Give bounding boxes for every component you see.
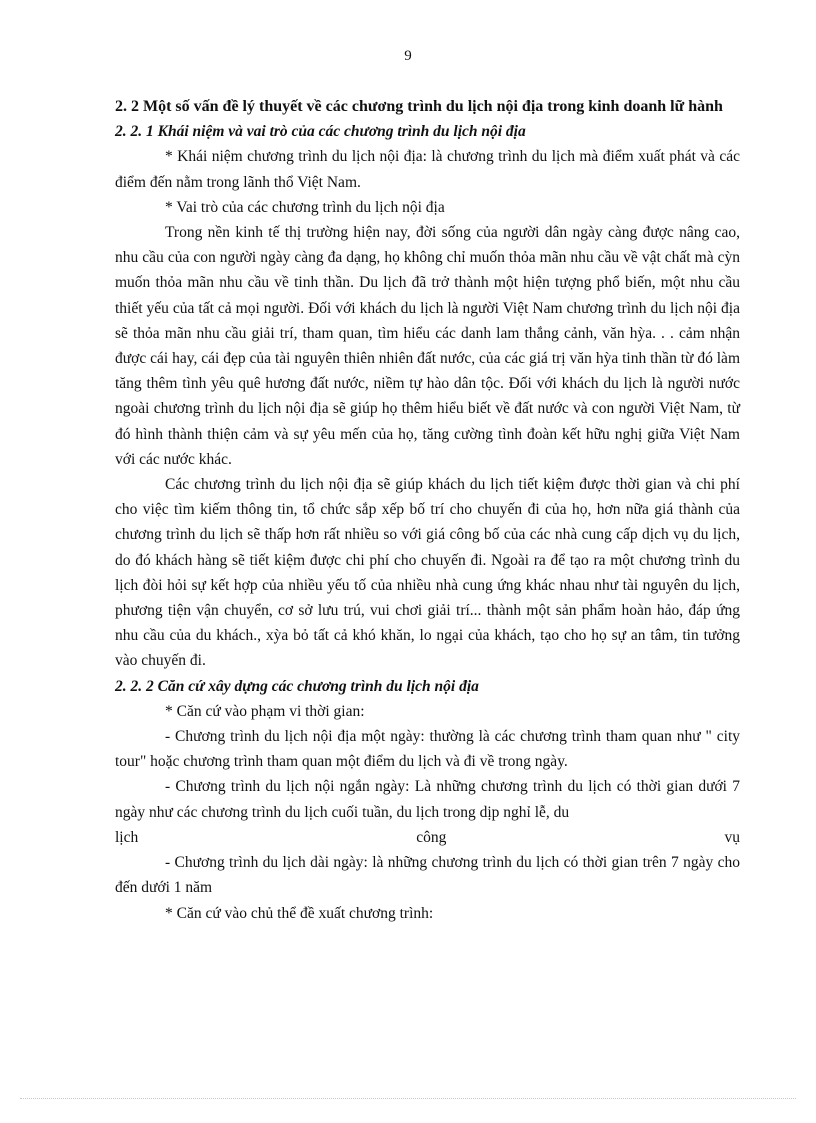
paragraph-time-scope: * Căn cứ vào phạm vi thời gian:: [165, 702, 365, 720]
page-bottom-divider: [20, 1098, 796, 1099]
page-number: 9: [404, 48, 412, 64]
paragraph-short-trip: - Chương trình du lịch nội ngắn ngày: Là những chương trình du lịch có thời gian dưới 7 ngày như các chương trình du lịch cuối tuần, du lịch trong dịp nghỉ lễ, du: [115, 778, 740, 821]
paragraph-role-heading: * Vai trò của các chương trình du lịch nội địa: [165, 198, 445, 216]
paragraph-role-body-2: Các chương trình du lịch nội địa sẽ giúp khách du lịch tiết kiệm được thời gian và chi phí cho việc tìm kiếm thông tin, tổ chức sắp xếp bố trí cho chuyến đi của họ, hơn nữa giá thành của chương trình du lịch sẽ thấp hơn rất nhiều so với giá công bố của các nhà cung cấp dịch vụ du lịch, do đó khách hàng sẽ tiết kiệm được chi phí cho chuyến đi. Ngoài ra để tạo ra một chương trình du lịch đòi hỏi sự kết hợp của nhiều yếu tố của nhiều nhà cung ứng khác nhau như tài nguyên du lịch, phương tiện vận chuyển, cơ sở lưu trú, vui chơi giải trí... thành một sản phẩm hoàn hảo, đáp ứng nhu cầu của du khách., xỳa bỏ tất cả khó khăn, lo ngại của khách, tạo cho họ sự an tâm, tin tưởng vào chuyến đi.: [115, 476, 740, 670]
paragraph-long-trip: - Chương trình du lịch dài ngày: là những chương trình du lịch có thời gian trên 7 ngày cho đến dưới 1 năm: [115, 854, 740, 897]
paragraph-role-body-1: Trong nền kinh tế thị trường hiện nay, đời sống của người dân ngày càng được nâng cao, nhu cầu của con người ngày càng đa dạng, họ không chỉ muốn thỏa mãn nhu cầu về vật chất mà cỳn muốn thỏa mãn nhu cầu về tinh thần. Du lịch đã trở thành một hiện tượng phổ biến, một nhu cầu thiết yếu của tất cả mọi người. Đối với khách du lịch là người Việt Nam chương trình du lịch nội địa sẽ thỏa mãn nhu cầu giải trí, tham quan, tìm hiểu các danh lam thắng cảnh, văn hỳa. . . cảm nhận được cái hay, cái đẹp của tài nguyên thiên nhiên đất nước, của các giá trị văn hỳa tinh thần từ đó làm tăng thêm tình yêu quê hương đất nước, niềm tự hào dân tộc. Đối với khách du lịch là người nước ngoài chương trình du lịch nội địa sẽ giúp họ thêm hiểu biết về đất nước và con người Việt Nam, từ đó hình thành thiện cảm và sự yêu mến của họ, tăng cường tình đoàn kết hữu nghị giữa Việt Nam với các nước khác.: [115, 224, 740, 468]
document-body: [115, 94, 740, 926]
subsection-heading-2-2-1: 2. 2. 1 Khái niệm và vai trò của các chương trình du lịch nội địa: [115, 123, 526, 141]
paragraph-short-trip-continued: lịch công vụ: [115, 828, 740, 846]
section-heading-2-2: 2. 2 Một số vấn đề lý thuyết về các chương trình du lịch nội địa trong kinh doanh lữ hành: [115, 98, 723, 115]
paragraph-proposer: * Căn cứ vào chủ thể đề xuất chương trình:: [165, 904, 434, 922]
paragraph-definition: * Khái niệm chương trình du lịch nội địa: là chương trình du lịch mà điểm xuất phát và các điểm đến nằm trong lãnh thổ Việt Nam.: [115, 148, 740, 191]
paragraph-one-day: - Chương trình du lịch nội địa một ngày: thường là các chương trình tham quan như " city tour" hoặc chương trình tham quan một điểm du lịch và đi về trong ngày.: [115, 728, 740, 771]
subsection-heading-2-2-2: 2. 2. 2 Căn cứ xây dựng các chương trình du lịch nội địa: [115, 677, 479, 695]
